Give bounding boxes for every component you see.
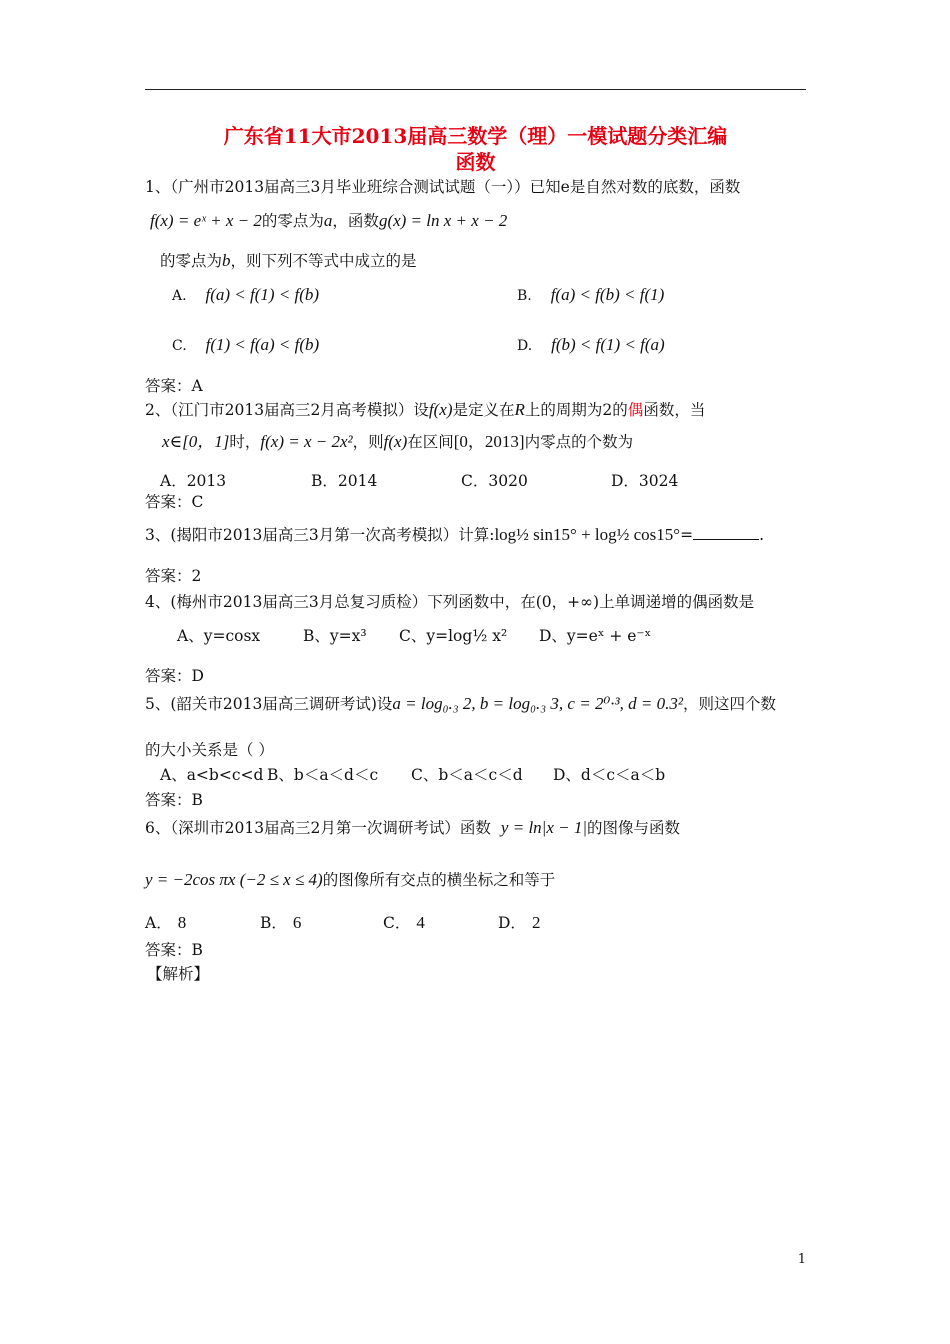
q2-answer: 答案：C [145, 493, 204, 511]
q6-expression-2: y = −2cos πx (−2 ≤ x ≤ 4) [145, 870, 323, 889]
q5-stem-line1: 5、(韶关市2013届高三调研考试)设a = log₀.₃ 2, b = log₀.₃ 3, c = 2⁰·³, d = 0.3²，则这四个数 [145, 694, 776, 713]
q6-expression-1: y = ln|x − 1| [500, 818, 588, 837]
q1-stem-line2: f(x) = eˣ + x − 2的零点为a，函数g(x) = ln x + x − 2 [150, 211, 508, 230]
page-number: 1 [797, 1252, 806, 1267]
q3-answer: 答案：2 [145, 567, 202, 585]
q5-stem-line2: 的大小关系是（ ） [145, 741, 274, 759]
q1-var-b: b [222, 251, 231, 270]
q2-option-d[interactable]: D．3024 [611, 472, 679, 490]
q6-option-b[interactable]: B． 6 [260, 913, 302, 932]
q1-g-expression: g(x) = ln x + x − 2 [378, 211, 508, 230]
q5-option-c[interactable]: C、b＜a＜c＜d [411, 766, 523, 784]
q1-var-a: a [323, 211, 333, 230]
q4-option-b[interactable]: B、y=x³ [303, 627, 367, 645]
q3-expression: log½ sin15° + log½ cos15° [494, 525, 681, 544]
q3-answer-blank[interactable] [693, 525, 759, 540]
page-subtitle: 函数 [455, 150, 496, 174]
q1-option-b[interactable]: B. f(a) < f(b) < f(1) [517, 285, 665, 304]
q6-option-a[interactable]: A． 8 [145, 913, 187, 932]
q4-option-a[interactable]: A、y=cosx [177, 627, 261, 645]
q1-f-expression: f(x) = eˣ + x − 2 [150, 211, 262, 230]
q1-stem-line1: 1、（广州市2013届高三3月毕业班综合测试试题（一））已知e是自然对数的底数，函数 [145, 178, 741, 196]
q5-option-a[interactable]: A、a<b<c<d [160, 766, 264, 784]
q1-option-c[interactable]: C. f(1) < f(a) < f(b) [172, 335, 320, 354]
q4-stem: 4、(梅州市2013届高三3月总复习质检）下列函数中，在(0，+∞)上单调递增的偶函数是 [145, 593, 755, 611]
q2-highlight-word: 偶 [627, 401, 644, 419]
q1-stem-line3: 的零点为b，则下列不等式中成立的是 [160, 251, 417, 270]
q1-answer: 答案：A [145, 377, 203, 395]
q6-stem-line2: y = −2cos πx (−2 ≤ x ≤ 4)的图像所有交点的横坐标之和等于 [145, 870, 556, 889]
q6-stem-line1: 6、（深圳市2013届高三2月第一次调研考试）函数 y = ln|x − 1|的图像与函数 [145, 818, 681, 837]
q2-stem-line1: 2、（江门市2013届高三2月高考模拟）设f(x)是定义在R上的周期为2的偶函数，当 [145, 400, 706, 419]
q6-answer: 答案：B [145, 941, 203, 959]
q1-option-a[interactable]: A. f(a) < f(1) < f(b) [172, 285, 320, 304]
q2-option-b[interactable]: B．2014 [311, 472, 378, 490]
q4-option-d[interactable]: D、y=eˣ + e⁻ˣ [539, 627, 652, 645]
q6-analysis-heading: 【解析】 [147, 965, 210, 983]
q2-option-c[interactable]: C．3020 [461, 472, 528, 490]
q5-expression: a = log₀.₃ 2, b = log₀.₃ 3, c = 2⁰·³, d = 0.3² [392, 694, 683, 713]
q4-answer: 答案：D [145, 667, 204, 685]
header-rule [145, 89, 806, 90]
q1-option-d[interactable]: D. f(b) < f(1) < f(a) [517, 335, 665, 354]
q2-expression: f(x) = x − 2x² [260, 432, 353, 451]
q5-option-b[interactable]: B、b＜a＜d＜c [267, 766, 379, 784]
q3-stem: 3、(揭阳市2013届高三3月第一次高考模拟）计算:log½ sin15° + log½ cos15°= . [145, 525, 765, 544]
page-title: 广东省11大市2013届高三数学（理）一模试题分类汇编 [223, 124, 728, 148]
q5-option-d[interactable]: D、d＜c＜a＜b [553, 766, 666, 784]
q2-stem-line2: x∈[0，1]时，f(x) = x − 2x²，则f(x)在区间[0，2013]内零点的个数为 [162, 432, 634, 451]
q6-option-c[interactable]: C． 4 [383, 913, 425, 932]
q4-option-c[interactable]: C、y=log½ x² [399, 627, 508, 645]
q5-answer: 答案：B [145, 791, 203, 809]
q2-option-a[interactable]: A．2013 [160, 472, 227, 490]
q6-option-d[interactable]: D． 2 [498, 913, 541, 932]
